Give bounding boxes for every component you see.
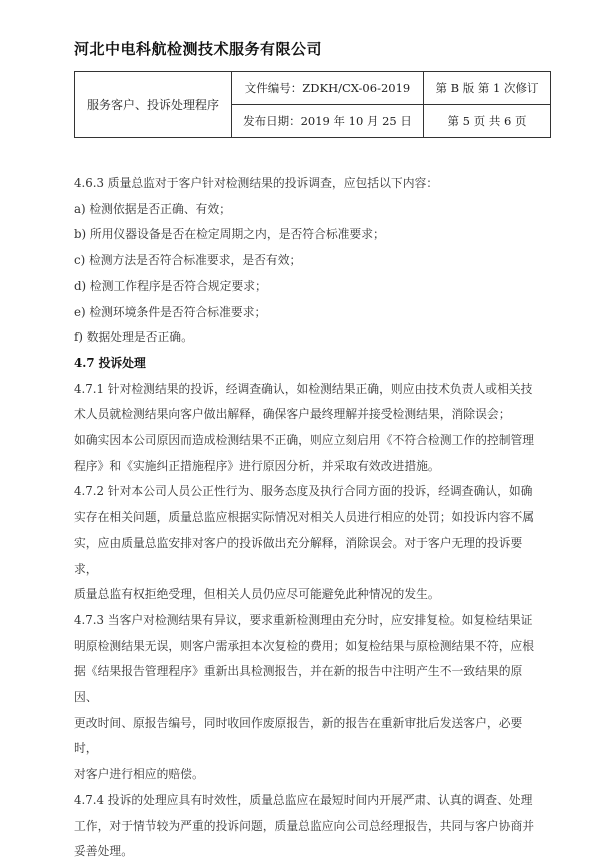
paragraph-line: 对客户进行相应的赔偿。	[74, 767, 204, 782]
paragraph-line: 质量总监有权拒绝受理，但相关人员仍应尽可能避免此种情况的发生。	[74, 587, 440, 602]
list-item-f: f) 数据处理是否正确。	[74, 330, 193, 345]
paragraph-line: 4.7.4 投诉的处理应具有时效性，质量总监应在最短时间内开展严肃、认真的调查、处理	[74, 792, 533, 807]
company-name: 河北中电科航检测技术服务有限公司	[74, 40, 323, 58]
version-info: 第 B 版 第 1 次修订	[424, 72, 551, 105]
list-item-d: d) 检测工作程序是否符合规定要求；	[74, 278, 267, 293]
paragraph-line: 术人员就检测结果向客户做出解释，确保客户最终理解并接受检测结果，消除误会；	[74, 407, 511, 422]
release-date: 发布日期：2019 年 10 月 25 日	[232, 105, 424, 138]
clause-4-7-2	[74, 479, 544, 608]
clause-4-7-1	[74, 377, 544, 480]
list-item-e: e) 检测环境条件是否符合标准要求；	[74, 304, 267, 319]
paragraph-line: 4.7.2 针对本公司人员公正性行为、服务态度及执行合同方面的投诉，经调查确认，如确	[74, 484, 533, 499]
paragraph-line: 实存在相关问题，质量总监应根据实际情况对相关人员进行相应的处罚；如投诉内容不属	[74, 510, 535, 525]
paragraph-line: 妥善处理。	[74, 844, 133, 859]
procedure-title: 服务客户、投诉处理程序	[75, 72, 232, 138]
paragraph-line: 4.7.1 针对检测结果的投诉，经调查确认，如检测结果正确，则应由技术负责人或相关技	[74, 381, 533, 396]
paragraph-line: 工作，对于情节较为严重的投诉问题，质量总监应向公司总经理报告，共同与客户协商并	[74, 818, 535, 833]
list-item-a: a) 检测依据是否正确、有效；	[74, 201, 231, 216]
paragraph-line: 实，应由质量总监安排对客户的投诉做出充分解释，消除误会。对于客户无理的投诉要求，	[74, 535, 523, 576]
document-body	[74, 171, 544, 865]
list-item-c: c) 检测方法是否符合标准要求，是否有效；	[74, 253, 302, 268]
clause-4-6-3: 4.6.3 质量总监对于客户针对检测结果的投诉调查，应包括以下内容：	[74, 176, 439, 190]
document-header-table	[74, 71, 551, 138]
paragraph-line: 明原检测结果无误，则客户需承担本次复检的费用；如复检结果与原检测结果不符，应根	[74, 638, 535, 653]
paragraph-line: 更改时间、原报告编号，同时收回作废原报告，新的报告在重新审批后发送客户，必要时，	[74, 715, 523, 756]
page-number: 第 5 页 共 6 页	[424, 105, 551, 138]
section-heading-4-7: 4.7 投诉处理	[74, 355, 146, 370]
paragraph-line: 如确实因本公司原因而造成检测结果不正确，则应立刻启用《不符合检测工作的控制管理	[74, 433, 535, 448]
clause-4-7-4	[74, 788, 544, 865]
document-number: 文件编号：ZDKH/CX-06-2019	[232, 72, 424, 105]
paragraph-line: 4.7.3 当客户对检测结果有异议，要求重新检测理由充分时，应安排复检。如复检结果证	[74, 612, 533, 627]
clause-4-7-3	[74, 608, 544, 788]
paragraph-line: 程序》和《实施纠正措施程序》进行原因分析，并采取有效改进措施。	[74, 458, 440, 473]
list-item-b: b) 所用仪器设备是否在检定周期之内，是否符合标准要求；	[74, 227, 385, 242]
paragraph-line: 据《结果报告管理程序》重新出具检测报告，并在新的报告中注明产生不一致结果的原因、	[74, 664, 523, 705]
